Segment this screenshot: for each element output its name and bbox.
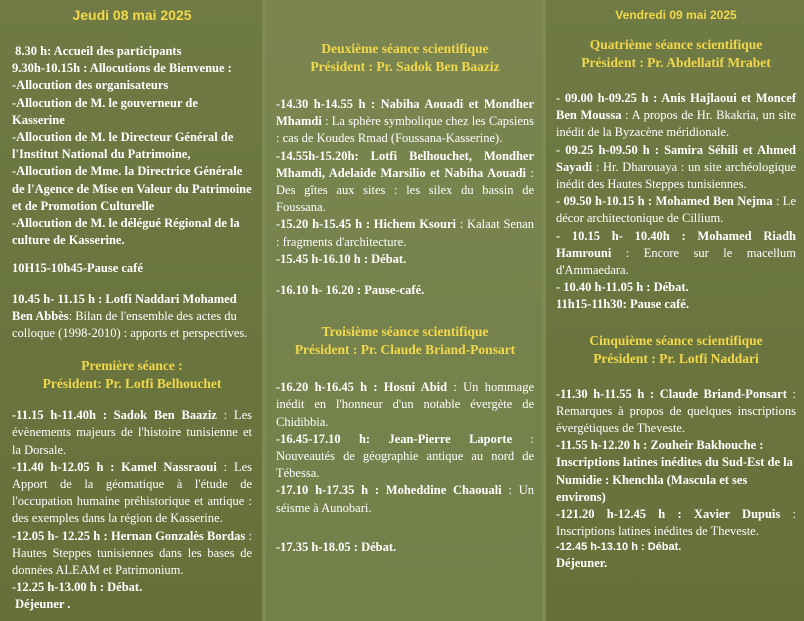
list-item bbox=[276, 431, 534, 483]
list-item bbox=[12, 528, 252, 580]
list-item bbox=[276, 251, 534, 268]
entry-title: - 10.40 h-11.05 h : Débat. bbox=[556, 280, 689, 295]
entry-desc: : La sphère symbolique chez les Capsiens : cas de Koudes Rmad (Foussana-Kasserine). bbox=[276, 114, 534, 146]
entry-title: - 09.50 h-10.15 h : Mohamed Ben Nejma bbox=[556, 194, 773, 209]
column-thursday-afternoon bbox=[266, 0, 542, 621]
session-president: Président : Pr. Abdellatif Mrabet bbox=[581, 55, 771, 70]
list-item bbox=[556, 279, 796, 296]
list-item bbox=[556, 437, 796, 506]
entry-title: -17.10 h-17.35 h : Moheddine Chaouali bbox=[276, 483, 502, 498]
list-item bbox=[556, 142, 796, 194]
entry-desc: : Des gîtes aux sites : les silex du bassin de Foussana. bbox=[276, 165, 534, 215]
entry-title: - 09.25 h-09.50 h : Samira Séhili et Ahmed Sayadi bbox=[556, 142, 796, 174]
entry-desc: : A propos de Hr. Bkakria, un site inédit de la Byzacène méridionale. bbox=[556, 108, 796, 140]
entry-desc: : Les Apport de la géomatique à l'étude de l'occupation humaine préhistorique et antique : des exemples dans la région de Kasserine. bbox=[12, 459, 252, 526]
session-president: Président: Pr. Lotfi Belhouchet bbox=[42, 376, 222, 392]
list-item bbox=[276, 148, 534, 217]
opening-line: -Allocution de M. le délégué Régional de la culture de Kasserine. bbox=[12, 216, 240, 248]
entry-title: -14.30 h-14.55 h : Nabiha Aouadi et Mondher Mhamdi bbox=[276, 97, 534, 129]
list-item bbox=[556, 228, 796, 280]
session-title: Première séance : bbox=[81, 358, 183, 374]
session-president: Président : Pr. Lotfi Naddari bbox=[593, 350, 759, 366]
opening-line: -Allocution de M. le Directeur Général de l'Institut National du Patrimoine, bbox=[12, 130, 234, 162]
pause-cafe: 10H15-10h45-Pause café bbox=[12, 261, 143, 276]
list-item bbox=[556, 506, 796, 540]
entry-desc: : Inscriptions latines inédites de Theveste. bbox=[556, 507, 796, 539]
entry-title: - 10.15 h- 10.40h : Mohamed Riadh Hamrouni bbox=[556, 228, 796, 260]
column-friday bbox=[546, 0, 804, 621]
entry-title: -12.25 h-13.00 h : Débat. bbox=[12, 580, 143, 595]
opening-line: 8.30 h: Accueil des participants bbox=[12, 44, 182, 58]
entry-desc: : Kalaat Senan : fragments d'architecture. bbox=[276, 217, 534, 249]
list-item bbox=[276, 216, 534, 250]
session-title: Troisième séance scientifique bbox=[321, 324, 489, 340]
entry-title: -15.20 h-15.45 h : Hichem Ksouri bbox=[276, 217, 457, 232]
opening-line: -Allocution de M. le gouverneur de Kasserine bbox=[12, 95, 198, 127]
list-item bbox=[556, 296, 796, 313]
entry-desc: : Les évènements majeurs de l'histoire tunisienne et la Dorsale. bbox=[12, 408, 252, 457]
entry-title: -11.40 h-12.05 h : Kamel Nassraoui bbox=[12, 459, 217, 474]
entry-title: -16.45-17.10 h: Jean-Pierre Laporte bbox=[276, 431, 513, 446]
list-item bbox=[12, 459, 252, 528]
talk-time: 10.45 h- 11.15 h bbox=[12, 291, 96, 306]
debat: -17.35 h-18.05 : Débat. bbox=[276, 539, 397, 554]
list-item bbox=[276, 379, 534, 431]
entry-desc: : Hautes Steppes tunisiennes dans les bases de données ALEAM et Patrimonium. bbox=[12, 528, 252, 578]
entry-title: -12.05 h- 12.25 h : Hernan Gonzalès Bordas bbox=[12, 528, 246, 543]
entry-desc: : Encore sur le macellum d'Ammaedara. bbox=[556, 245, 796, 278]
session-president: Président : Pr. Sadok Ben Baaziz bbox=[310, 59, 500, 74]
opening-line: -Allocution de Mme. la Directrice Générale de l'Agence de Mise en Valeur du Patrimoine et de Promotion Culturelle bbox=[12, 164, 252, 213]
opening-line: 9.30h-10.15h : Allocutions de Bienvenue : bbox=[12, 61, 232, 76]
session-president: Président : Pr. Claude Briand-Ponsart bbox=[294, 342, 516, 358]
pause-cafe: -16.10 h- 16.20 : Pause-café. bbox=[276, 283, 425, 298]
day-title-thursday: Jeudi 08 mai 2025 bbox=[72, 7, 192, 23]
talk-entry bbox=[12, 291, 252, 343]
debat: -12.45 h-13.10 h : Débat. bbox=[556, 541, 682, 554]
entry-title: -11.15 h-11.40h : Sadok Ben Baaziz bbox=[12, 408, 217, 423]
list-item bbox=[276, 96, 534, 148]
entry-title: -11.55 h-12.20 h : Zouheir Bakhouche : Inscriptions latines inédites du Sud-Est de la Numidie : Khenchla (Mascula et ses environs) bbox=[556, 438, 793, 504]
session-title: Deuxième séance scientifique bbox=[321, 41, 489, 56]
opening-block bbox=[12, 43, 252, 249]
entry-desc: : Un séisme à Aunobari. bbox=[276, 483, 534, 515]
entry-desc: : Nouveautés de géographie antique au nord de Tébessa. bbox=[276, 431, 534, 481]
day-title-friday: Vendredi 09 mai 2025 bbox=[615, 8, 737, 22]
list-item bbox=[556, 386, 796, 438]
entry-desc: : Un hommage inédit en l'honneur d'un notable évergète de Chidibbia. bbox=[276, 380, 534, 429]
dejeuner: Déjeuner. bbox=[556, 556, 608, 571]
dejeuner: Déjeuner . bbox=[12, 597, 71, 612]
list-item bbox=[12, 579, 252, 596]
column-thursday bbox=[0, 0, 262, 621]
entry-title: -16.20 h-16.45 h : Hosni Abid bbox=[276, 380, 448, 395]
talk-speaker: : Lotfi Naddari Mohamed Ben Abbès bbox=[12, 291, 237, 323]
entry-desc: : Le décor architectonique de Cillium. bbox=[556, 194, 796, 226]
session-title: Cinquième séance scientifique bbox=[589, 332, 763, 348]
opening-line: -Allocution des organisateurs bbox=[12, 78, 169, 93]
entry-desc: : Hr. Dharouaya : un site archéologique inédit des Hautes Steppes tunisiennes. bbox=[556, 159, 796, 192]
list-item bbox=[12, 407, 252, 459]
entry-title: 11h15-11h30: Pause café. bbox=[556, 297, 689, 312]
entry-title: -15.45 h-16.10 h : Débat. bbox=[276, 251, 407, 266]
list-item bbox=[276, 482, 534, 516]
entry-title: -14.55h-15.20h: Lotfi Belhouchet, Mondher Mhamdi, Adelaide Marsilio et Nabiha Aouadi bbox=[276, 148, 534, 180]
entry-title: -121.20 h-12.45 h : Xavier Dupuis bbox=[556, 507, 781, 522]
list-item bbox=[556, 193, 796, 227]
entry-title: -11.30 h-11.55 h : Claude Briand-Ponsart bbox=[556, 386, 787, 401]
entry-desc: : Remarques à propos de quelques inscriptions évergétiques de Theveste. bbox=[556, 386, 796, 436]
entry-title: - 09.00 h-09.25 h : Anis Hajlaoui et Moncef Ben Moussa bbox=[556, 91, 796, 123]
session-title: Quatrième séance scientifique bbox=[589, 37, 763, 52]
talk-text: : Bilan de l'ensemble des actes du colloque (1998-2010) : apports et perspectives. bbox=[12, 308, 248, 341]
list-item bbox=[556, 90, 796, 142]
